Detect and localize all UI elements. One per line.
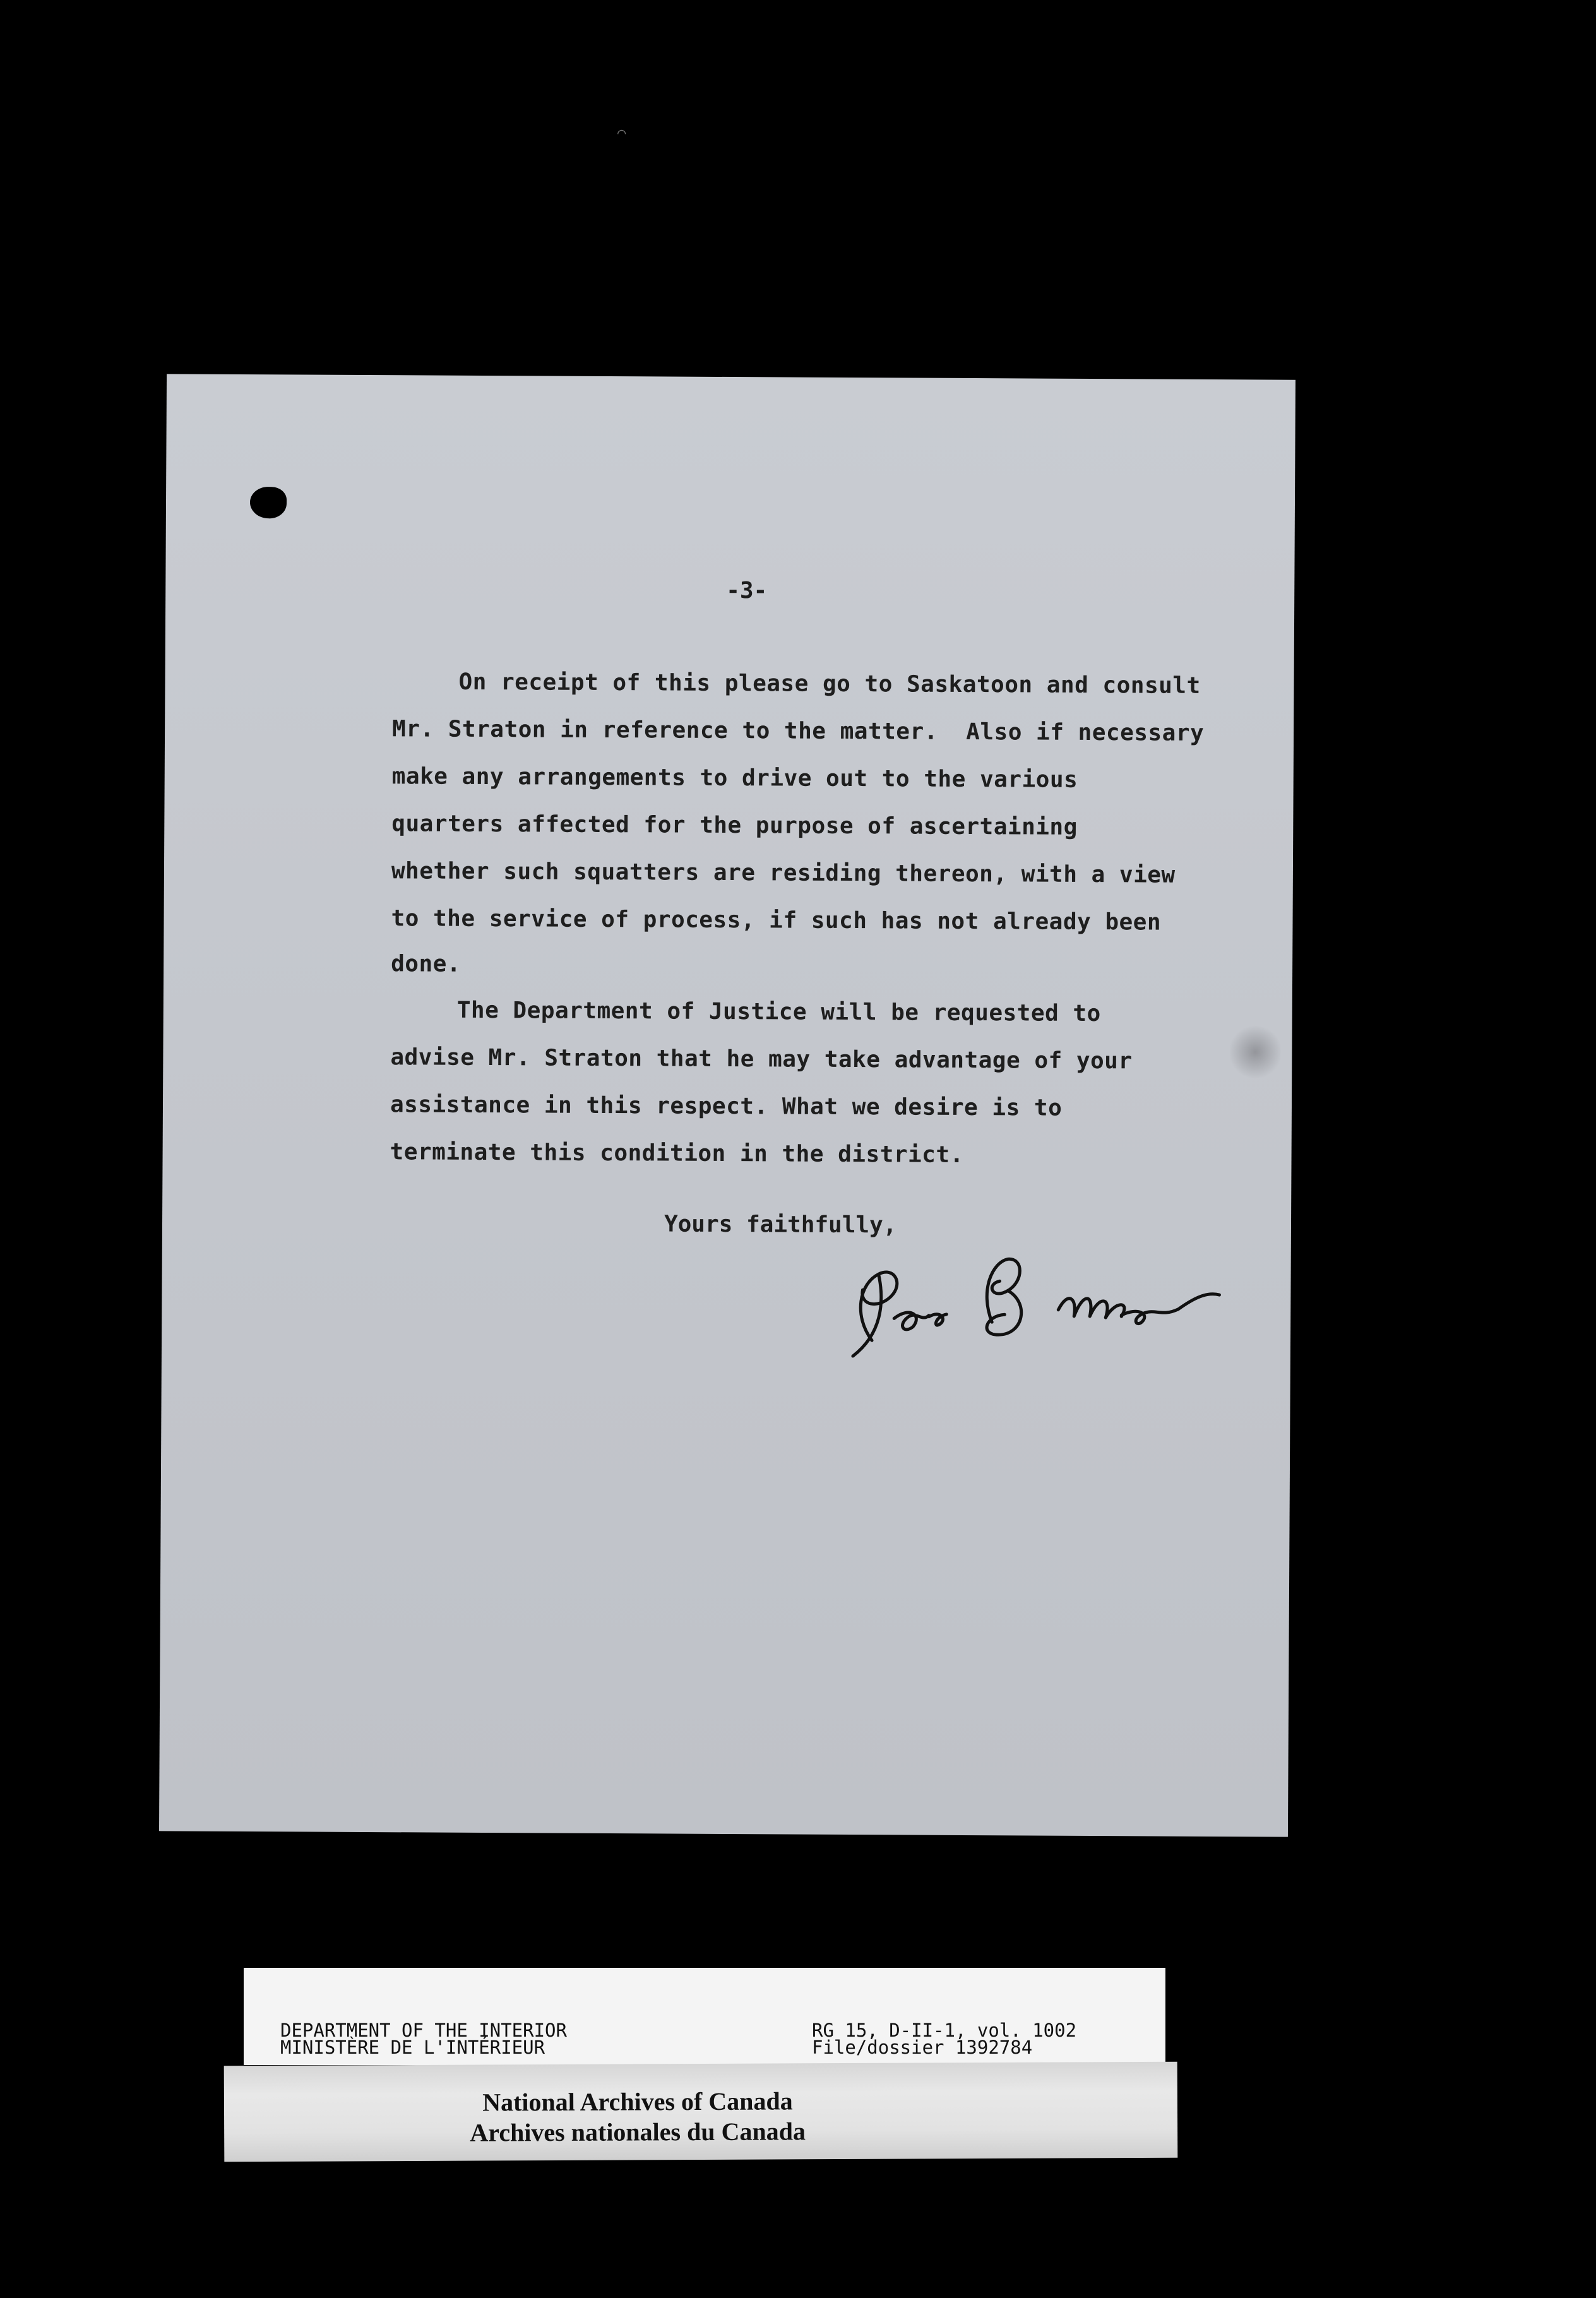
smudge-mark bbox=[1230, 1023, 1280, 1080]
scan-speck: ⌒ bbox=[617, 125, 626, 141]
page-number: -3- bbox=[726, 577, 768, 604]
paragraph-2-line-3: assistance in this respect. What we desire is to bbox=[390, 1092, 1063, 1121]
file-reference-label bbox=[812, 2022, 1076, 2056]
paragraph-1-line-6: to the service of process, if such has not already been bbox=[391, 905, 1162, 936]
file-number: File/dossier 1392784 bbox=[812, 2037, 1033, 2058]
paragraph-1-line-5: whether such squatters are residing thereon, with a view bbox=[391, 858, 1176, 888]
punch-hole bbox=[250, 487, 287, 518]
department-label bbox=[280, 2022, 567, 2056]
handwritten-signature bbox=[834, 1246, 1239, 1367]
paragraph-1-line-2: Mr. Straton in reference to the matter. Also if necessary bbox=[392, 716, 1205, 746]
archives-banner bbox=[224, 2062, 1178, 2162]
letter-page bbox=[159, 374, 1295, 1837]
archive-label-strip bbox=[244, 1968, 1165, 2065]
record-group-reference: RG 15, D-II-1, vol. 1002 bbox=[812, 2020, 1077, 2041]
paragraph-1-line-1: On receipt of this please go to Saskatoon and consult bbox=[458, 669, 1201, 699]
department-fr: MINISTÈRE DE L'INTÉRIEUR bbox=[280, 2037, 545, 2058]
department-en: DEPARTMENT OF THE INTERIOR bbox=[280, 2020, 567, 2041]
paragraph-2-line-1: The Department of Justice will be requested to bbox=[456, 997, 1101, 1027]
closing-salutation: Yours faithfully, bbox=[664, 1211, 897, 1239]
paragraph-2-line-2: advise Mr. Straton that he may take advantage of your bbox=[390, 1044, 1133, 1075]
paragraph-1-line-3: make any arrangements to drive out to the various bbox=[391, 763, 1078, 793]
paragraph-1-line-7: done. bbox=[391, 951, 462, 977]
paragraph-2-line-4: terminate this condition in the district. bbox=[390, 1139, 964, 1168]
archives-name-en: National Archives of Canada bbox=[482, 2087, 793, 2117]
paragraph-1-line-4: quarters affected for the purpose of ascertaining bbox=[391, 811, 1078, 840]
archives-name-fr: Archives nationales du Canada bbox=[470, 2117, 806, 2147]
